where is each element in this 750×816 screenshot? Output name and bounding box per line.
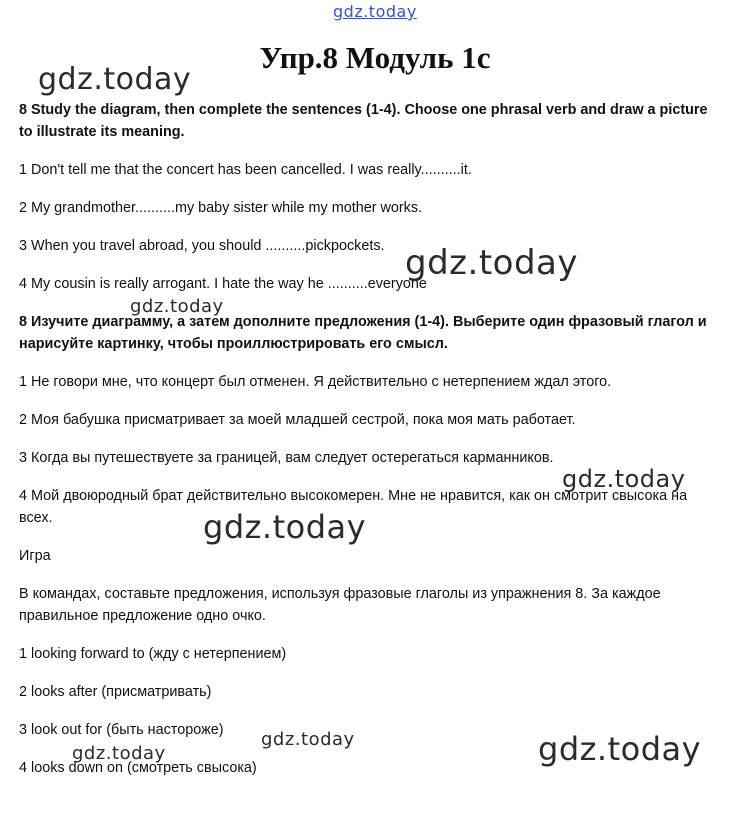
watermark: gdz.today — [562, 465, 686, 493]
russian-task: 8 Изучите диаграмму, а затем дополните предложения (1-4). Выберите один фразовый глагол и нарисуйте картинку, чтобы проиллюстрировать его смысл. — [19, 314, 707, 352]
watermark: gdz.today — [261, 729, 355, 750]
watermark: gdz.today — [72, 743, 166, 764]
watermark: gdz.today — [405, 243, 578, 283]
english-sentence-4: 4 My cousin is really arrogant. I hate the way he ..........everyone — [19, 276, 427, 292]
english-task: 8 Study the diagram, then complete the sentences (1-4). Choose one phrasal verb and draw a picture to illustrate its meaning. — [19, 102, 708, 140]
russian-sentence-2: 2 Моя бабушка присматривает за моей младшей сестрой, пока моя мать работает. — [19, 412, 576, 428]
russian-sentence-3: 3 Когда вы путешествуете за границей, вам следует остерегаться карманников. — [19, 450, 554, 466]
russian-sentence-4: 4 Мой двоюродный брат действительно высокомерен. Мне не нравится, как он смотрит свысока на всех. — [19, 488, 688, 526]
answer-2: 2 looks after (присматривать) — [19, 684, 212, 700]
answer-4: 4 looks down on (смотреть свысока) — [19, 760, 257, 776]
watermark: gdz.today — [38, 62, 192, 97]
english-sentence-1: 1 Don't tell me that the concert has been cancelled. I was really..........it. — [19, 162, 472, 178]
english-sentence-3: 3 When you travel abroad, you should ..........pickpockets. — [19, 238, 385, 254]
english-sentence-2: 2 My grandmother..........my baby sister while my mother works. — [19, 200, 423, 216]
page-title: Упр.8 Модуль 1с — [259, 40, 491, 75]
answer-1: 1 looking forward to (жду с нетерпением) — [19, 646, 287, 662]
watermark: gdz.today — [203, 508, 367, 546]
watermark: gdz.today — [538, 730, 702, 768]
watermark: gdz.today — [130, 296, 224, 317]
answer-3: 3 look out for (быть настороже) — [19, 722, 224, 738]
game-instructions: В командах, составьте предложения, используя фразовые глаголы из упражнения 8. За каждое правильное предложение одно очко. — [19, 586, 661, 624]
exercise-content — [19, 99, 724, 779]
watermark-link[interactable]: gdz.today — [333, 2, 417, 21]
russian-sentence-1: 1 Не говори мне, что концерт был отменен. Я действительно с нетерпением ждал этого. — [19, 374, 612, 390]
game-heading: Игра — [19, 548, 51, 564]
